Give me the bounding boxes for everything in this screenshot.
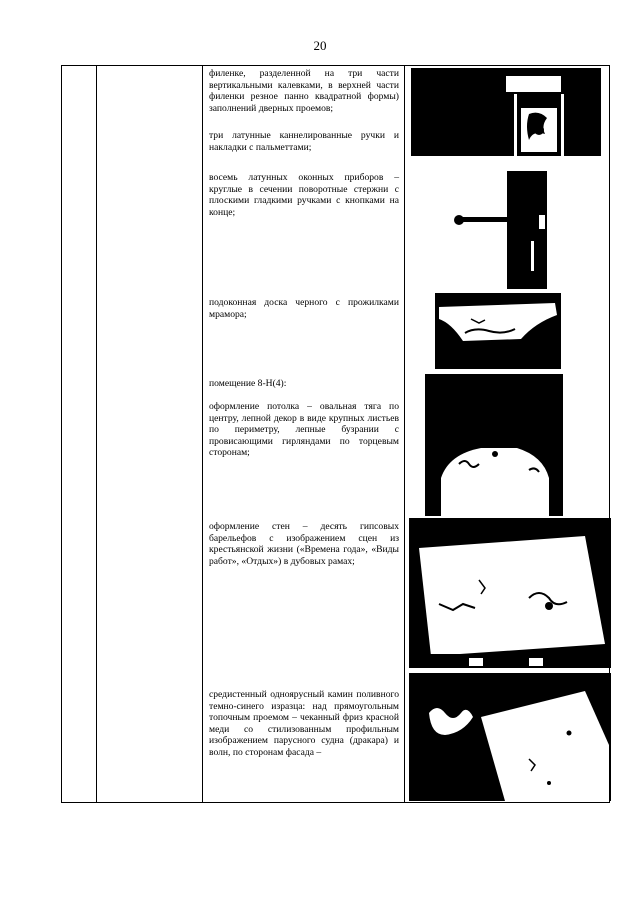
column-divider-3 — [404, 66, 405, 802]
photo-marble-sill — [435, 293, 561, 369]
entry-window-fittings: восемь латунных оконных приборов – круглые в сечении поворотные стержни с плоскими гладкими ручками с кнопками на конце; — [209, 172, 399, 218]
photo-door-panel — [411, 68, 601, 163]
photo-window-handle — [447, 171, 547, 289]
entry-fireplace — [209, 689, 399, 759]
entry-door-panels: филенке, разделенной на три части вертикальными калевками, в верхней части филенки резное панно квадратной формы) заполнений дверных проемов; — [209, 68, 399, 114]
entry-room-heading: помещение 8-Н(4): — [209, 378, 287, 389]
column-divider-1 — [96, 66, 97, 802]
page-number: 20 — [313, 38, 327, 53]
photo-ceiling — [425, 374, 563, 516]
entry-brass-handles: три латунные каннелированные ручки и накладки с пальметтами; — [209, 130, 399, 153]
document-table — [61, 65, 610, 803]
column-divider-2 — [202, 66, 203, 802]
photo-wall-relief — [409, 518, 611, 668]
entry-walls: оформление стен – десять гипсовых барельефов с изображением сцен из крестьянской жизни («Времена года», «Виды работ», «Отдых») в дубовых рамах; — [209, 521, 399, 567]
entry-ceiling: оформление потолка – овальная тяга по центру, лепной декор в виде крупных листьев по периметру, лепные бузрании с провисающими гирляндами по торцевым сторонам; — [209, 401, 399, 459]
entry-fireplace-prefix: средистенный — [209, 689, 267, 700]
entry-windowsill: подоконная доска черного с прожилками мрамора; — [209, 297, 399, 320]
entry-fireplace-text: одноярусный камин поливного темно-синего изразца: над прямоугольным топочным проемом – чеканный фриз красной меди со стилизованным профильным изображением парусного судна (дракара) и волн, по сторонам фасада – — [209, 689, 399, 758]
photo-fireplace — [409, 673, 611, 801]
